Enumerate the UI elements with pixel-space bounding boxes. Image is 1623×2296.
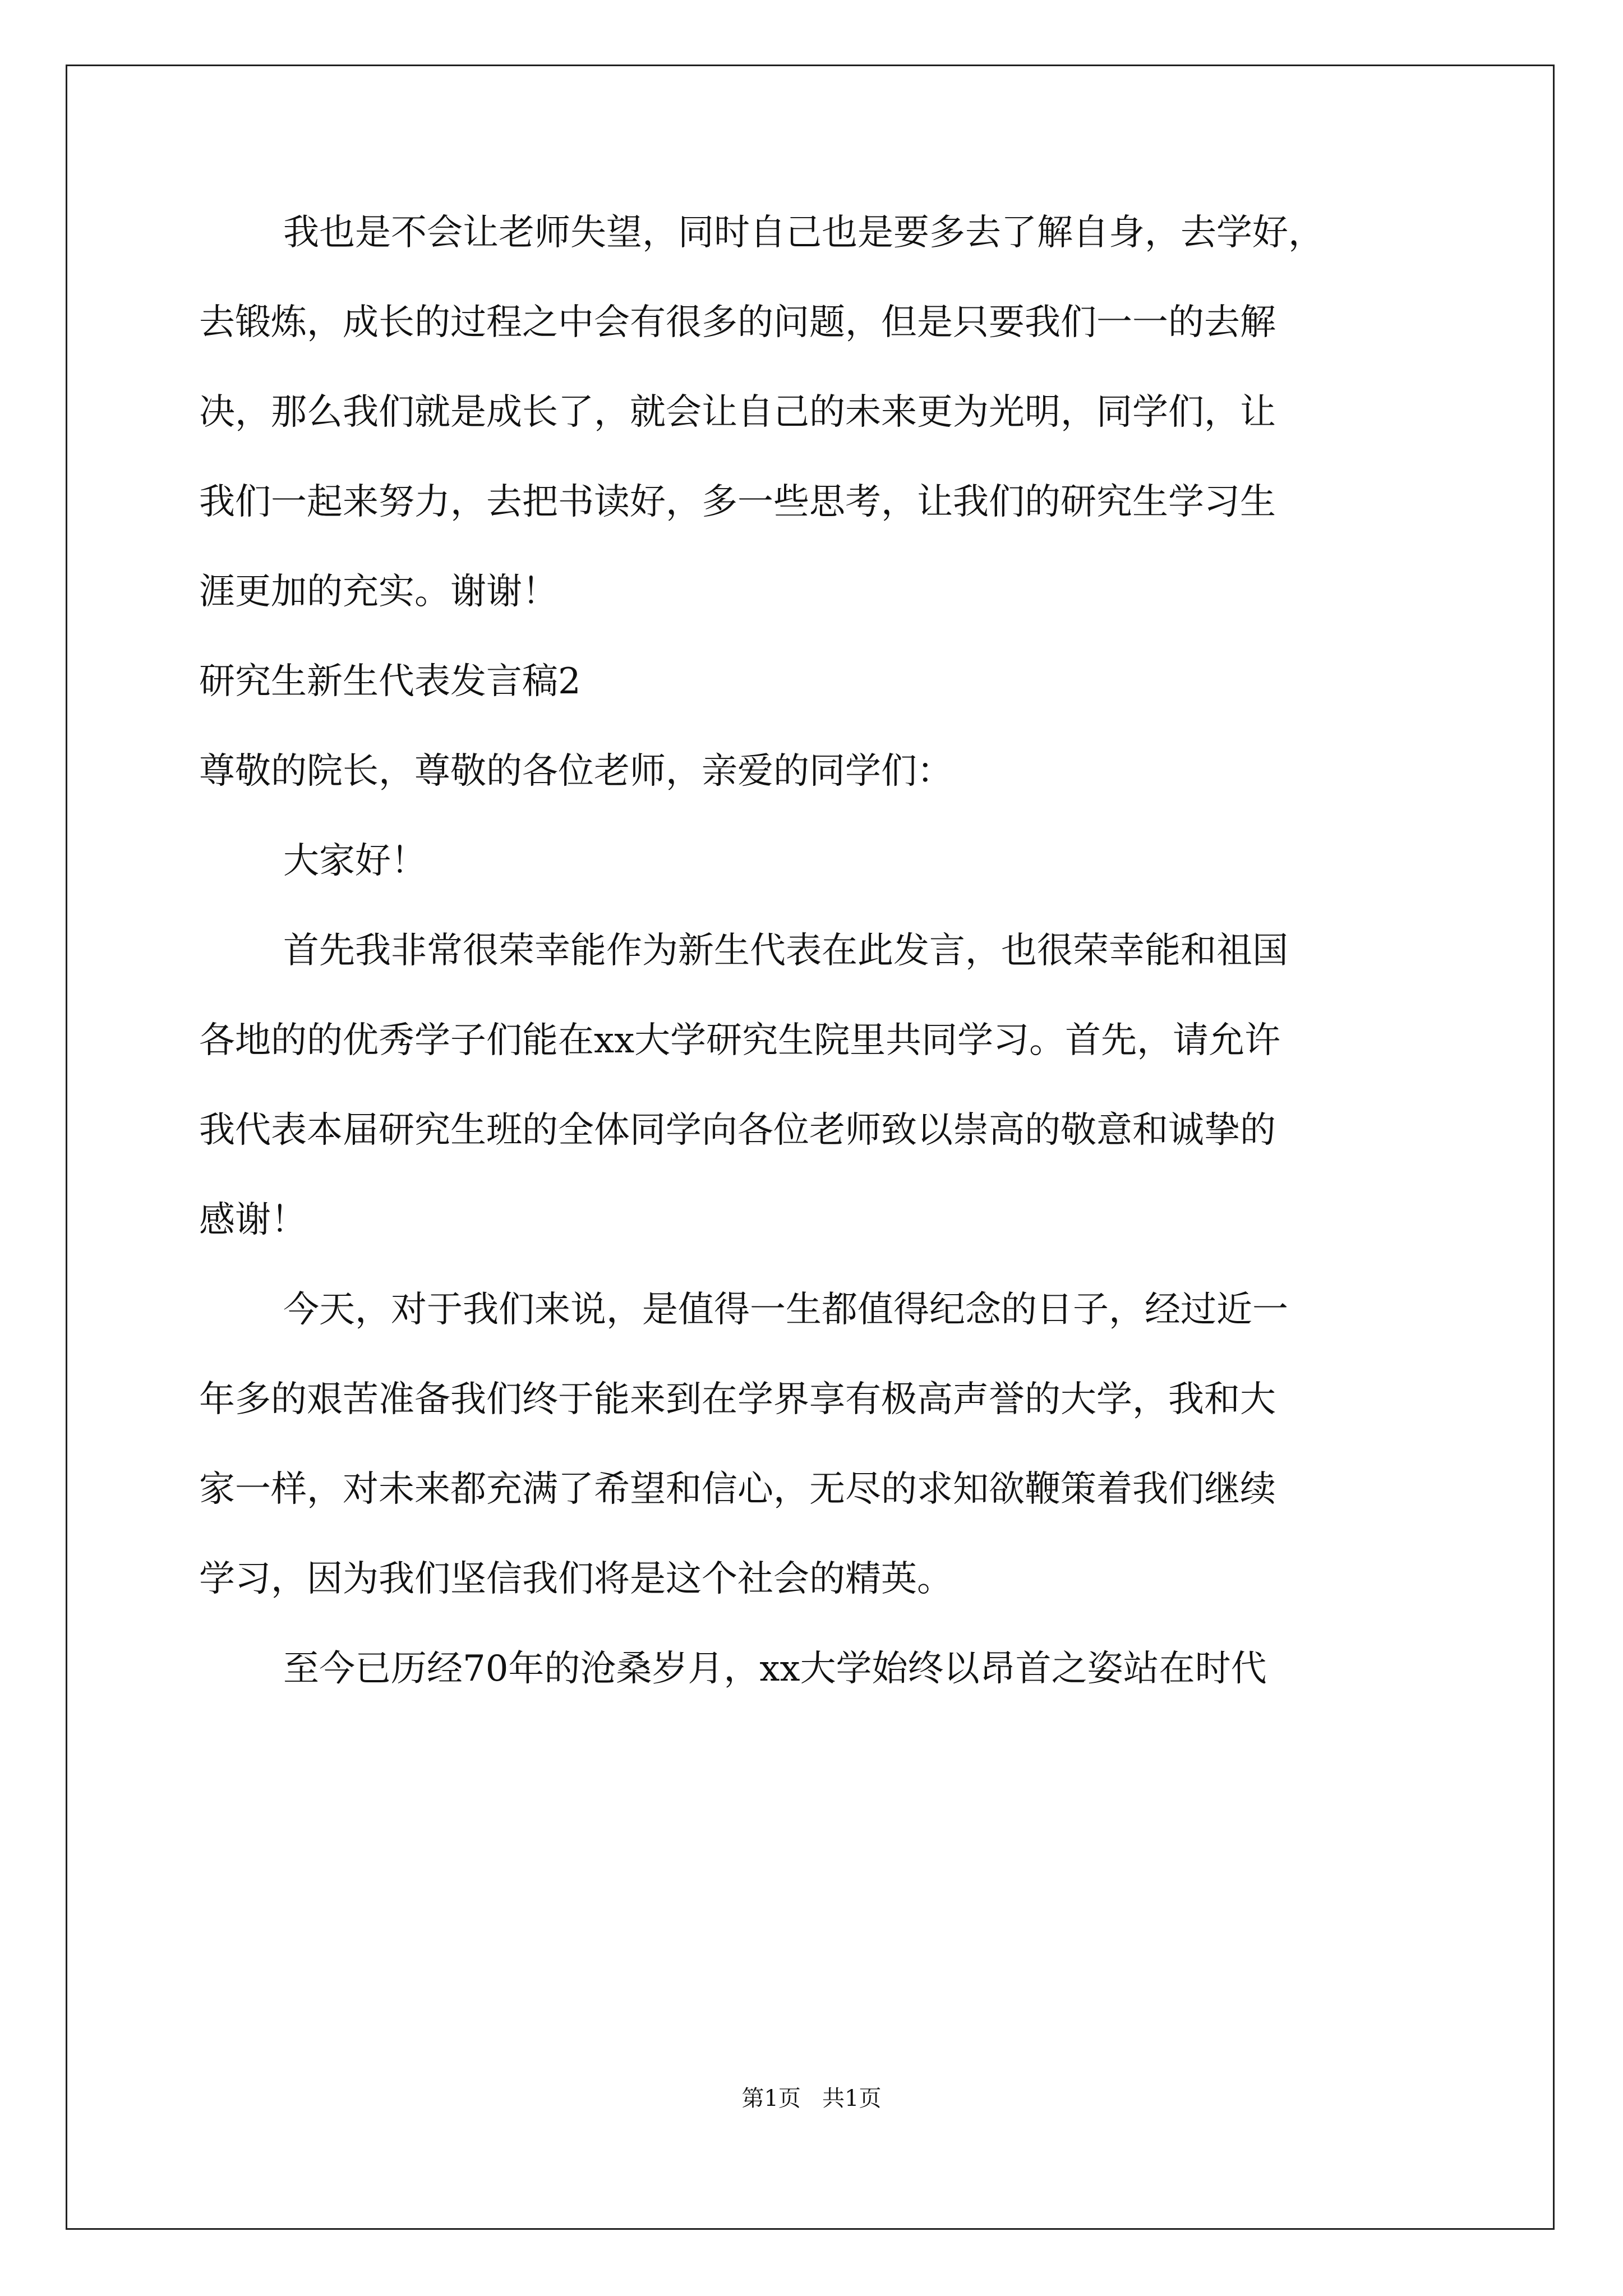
paragraph-line: 学习，因为我们坚信我们将是这个社会的精英。 (199, 1558, 953, 1600)
section-heading: 研究生新生代表发言稿2 (199, 661, 581, 702)
page-number: 第1页 共1页 (741, 2086, 882, 2111)
paragraph-line: 我代表本届研究生班的全体同学向各位老师致以崇高的敬意和诚挚的 (199, 1110, 1276, 1151)
paragraph-line: 去锻炼，成长的过程之中会有很多的问题，但是只要我们一一的去解 (199, 302, 1276, 343)
paragraph-line: 决，那么我们就是成长了，就会让自己的未来更为光明，同学们，让 (199, 392, 1276, 433)
paragraph-line: 感谢！ (199, 1199, 307, 1241)
paragraph-line: 年多的艰苦准备我们终于能来到在学界享有极高声誉的大学，我和大 (199, 1379, 1276, 1420)
paragraph-line: 至今已历经70年的沧桑岁月，xx大学始终以昂首之姿站在时代 (283, 1648, 1267, 1690)
paragraph-line: 首先我非常很荣幸能作为新生代表在此发言，也很荣幸能和祖国 (283, 930, 1288, 972)
paragraph-line: 各地的的优秀学子们能在xx大学研究生院里共同学习。首先，请允许 (199, 1020, 1281, 1061)
paragraph-line: 涯更加的充实。谢谢！ (199, 571, 558, 613)
paragraph-line: 家一样，对未来都充满了希望和信心，无尽的求知欲鞭策着我们继续 (199, 1469, 1276, 1510)
greeting-line: 大家好！ (283, 840, 427, 882)
paragraph-line: 我也是不会让老师失望，同时自己也是要多去了解自身，去学好， (283, 212, 1324, 254)
salutation-line: 尊敬的院长，尊敬的各位老师，亲爱的同学们： (199, 751, 953, 792)
page-footer (0, 2087, 1623, 2110)
paragraph-line: 今天，对于我们来说，是值得一生都值得纪念的日子，经过近一 (283, 1289, 1288, 1331)
paragraph-line: 我们一起来努力，去把书读好，多一些思考，让我们的研究生学习生 (199, 481, 1276, 523)
